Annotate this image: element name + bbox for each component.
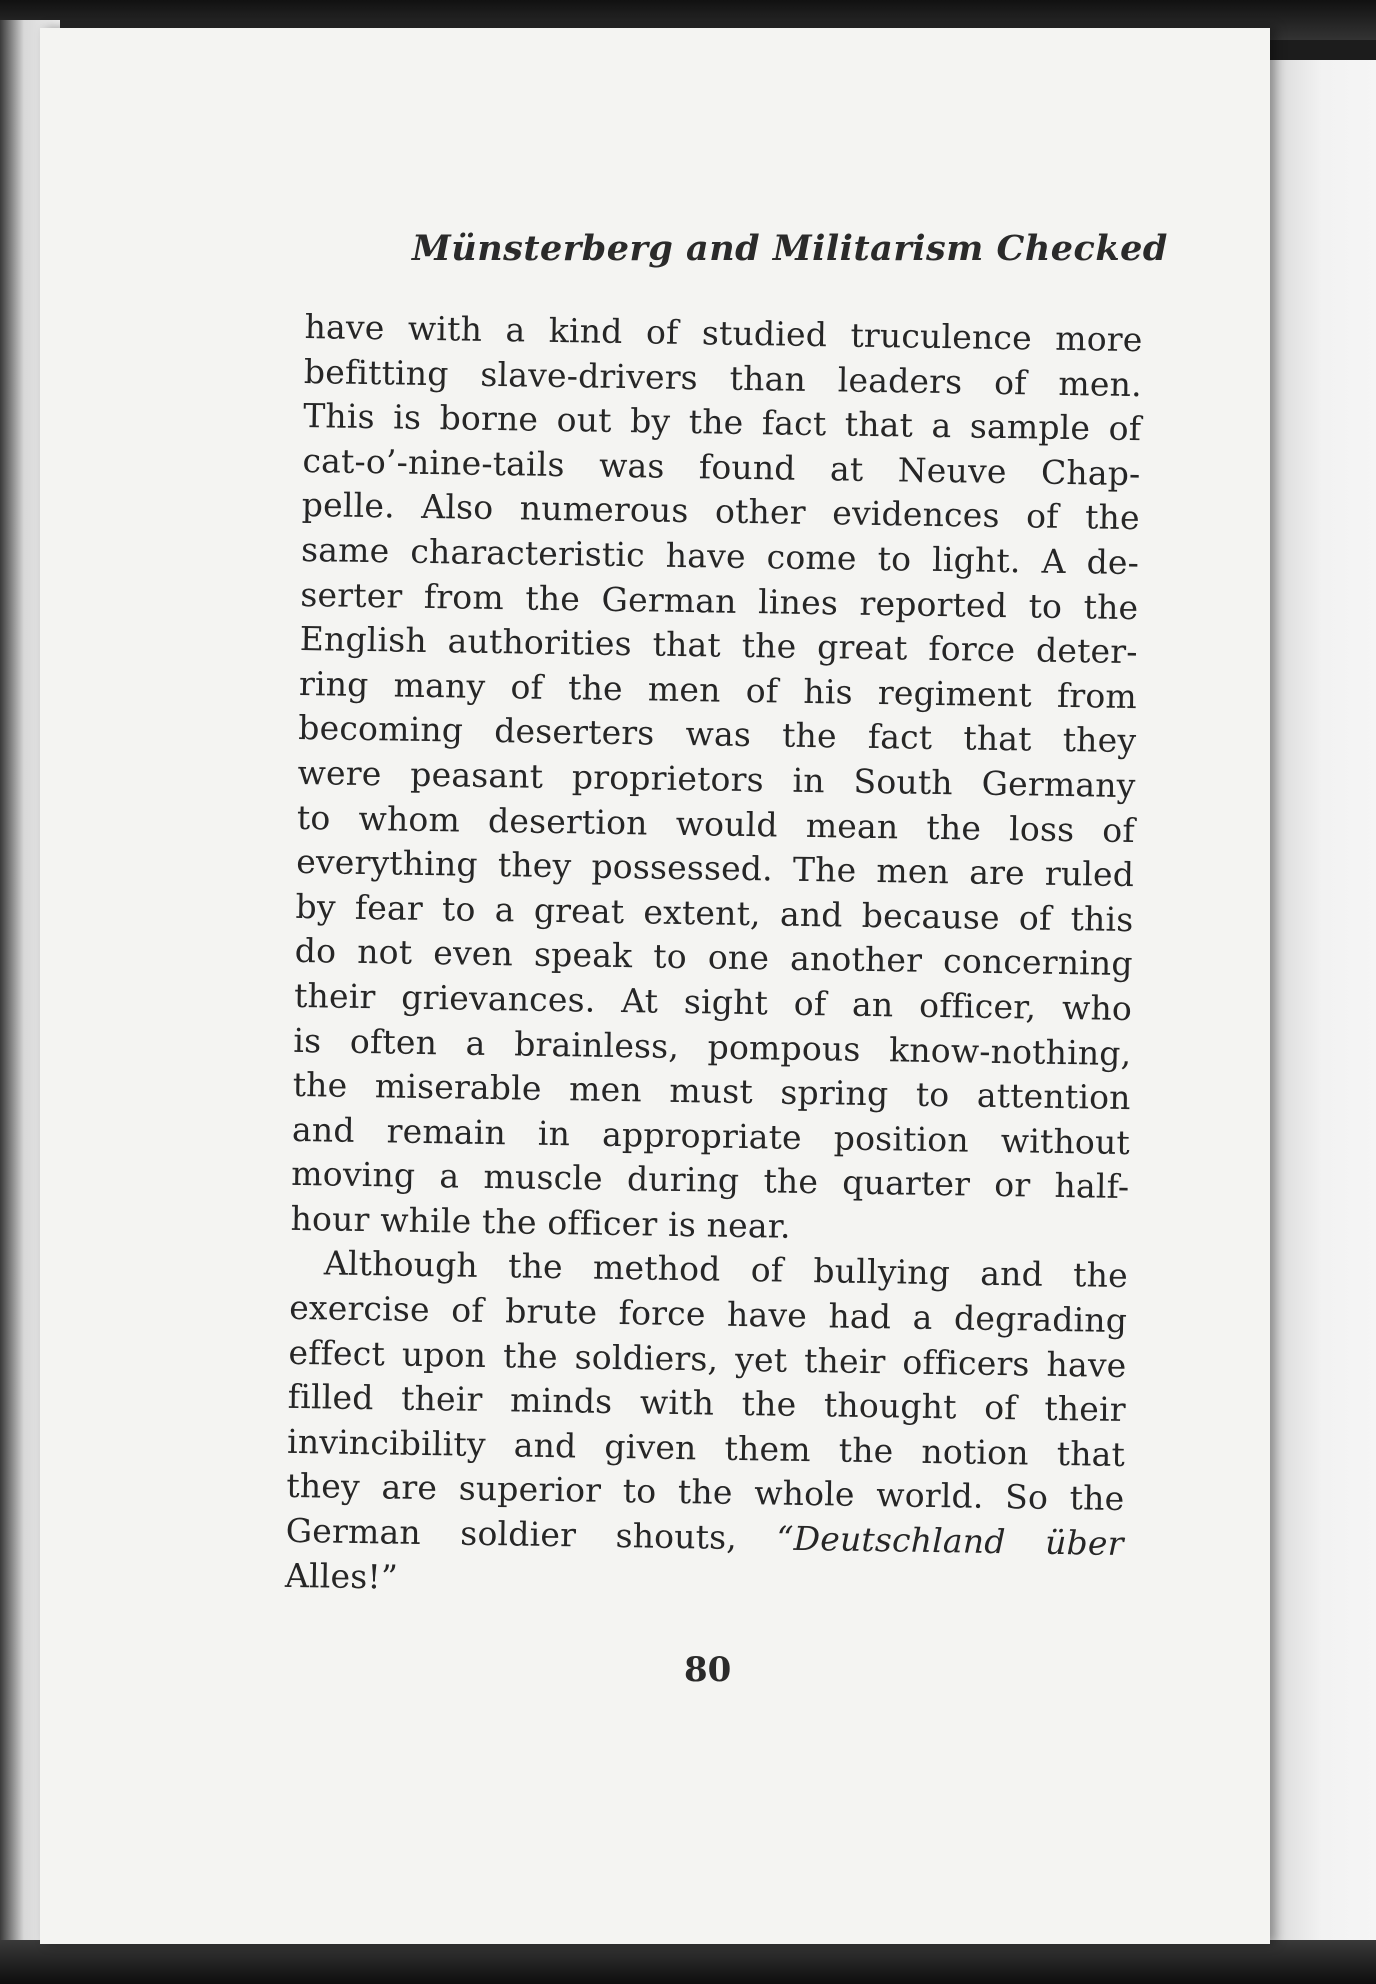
text-line: everything they possessed. The men are ruled bbox=[295, 842, 1135, 895]
text-line: serter from the German lines reported to the bbox=[300, 574, 1139, 627]
text-line: to whom desertion would mean the loss of bbox=[296, 797, 1136, 850]
text-line: were peasant proprietors in South Germany bbox=[297, 752, 1136, 806]
scan-bottom-edge bbox=[0, 1940, 1376, 1984]
text-line: the miserable men must spring to attention bbox=[292, 1065, 1131, 1118]
paragraph-1 bbox=[290, 305, 1143, 1255]
text-line: is often a brainless, pompous know-nothing, bbox=[293, 1020, 1132, 1073]
text-line: invincibility and given them the notion that bbox=[286, 1421, 1126, 1474]
text-line: befitting slave-drivers than leaders of men. bbox=[303, 351, 1143, 404]
text-line: have with a kind of studied truculence more bbox=[304, 306, 1143, 360]
paragraph-2 bbox=[285, 1241, 1129, 1611]
text-line: their grievances. At sight of an officer, who bbox=[293, 975, 1133, 1028]
text-line: and remain in appropriate position without bbox=[291, 1109, 1131, 1162]
text-line: Although the method of bullying and the bbox=[323, 1243, 1129, 1296]
italic-quote-end: Alles!” bbox=[284, 1555, 399, 1597]
text-line: filled their minds with the thought of their bbox=[287, 1377, 1127, 1430]
text-line-start: German soldier shouts, bbox=[285, 1510, 738, 1557]
text-line: they are superior to the whole world. So the bbox=[286, 1466, 1125, 1519]
body-text bbox=[285, 305, 1143, 1611]
page-number: 80 bbox=[684, 1650, 732, 1690]
text-line: pelle. Also numerous other evidences of the bbox=[301, 485, 1141, 538]
text-line: ring many of the men of his regiment from bbox=[298, 663, 1138, 716]
text-line: English authorities that the great force deter- bbox=[299, 619, 1138, 672]
running-head: Münsterberg and Militarism Checked bbox=[412, 228, 1168, 269]
text-line: cat-o’-nine-tails was found at Neuve Chap- bbox=[302, 440, 1141, 493]
text-line: by fear to a great extent, and because of this bbox=[295, 886, 1134, 939]
text-line: This is borne out by the fact that a sample of bbox=[302, 396, 1142, 449]
text-line: do not even speak to one another concerning bbox=[294, 931, 1134, 984]
text-line: becoming deserters was the fact that they bbox=[298, 708, 1137, 761]
text-line: effect upon the soldiers, yet their officers have bbox=[288, 1332, 1127, 1385]
text-line: same characteristic have come to light. A de- bbox=[300, 529, 1140, 583]
text-line: moving a muscle during the quarter or half- bbox=[291, 1154, 1130, 1207]
text-line: exercise of brute force have had a degrading bbox=[288, 1287, 1128, 1341]
text-line: hour while the officer is near. bbox=[290, 1198, 792, 1246]
italic-quote: “Deutschland über bbox=[776, 1518, 1124, 1564]
